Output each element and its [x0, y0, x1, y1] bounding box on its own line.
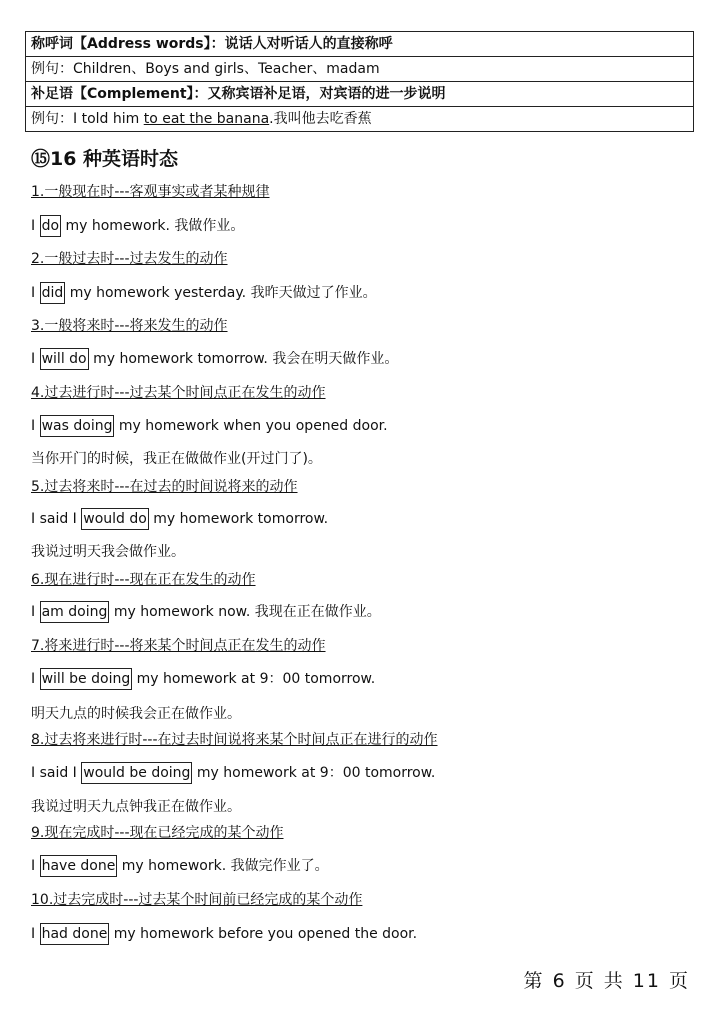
address-words-definition: 称呼词【Address words】：说话人对听话人的直接称呼 [26, 32, 693, 57]
tense-title: 10.过去完成时---过去某个时间前已经完成的某个动作 [31, 892, 363, 908]
complement-definition: 补足语【Complement】：又称宾语补足语，对宾语的进一步说明 [26, 82, 693, 107]
tense-example: I said I would be doing my homework at 9：00 tomorrow. [31, 762, 435, 784]
verb-box: do [40, 215, 61, 237]
tense-translation: 明天九点的时候我会正在做作业。 [31, 706, 241, 722]
tense-example: I will do my homework tomorrow. 我会在明天做作业。 [31, 348, 398, 370]
tense-example: I said I would do my homework tomorrow. [31, 508, 328, 530]
tense-title: 5.过去将来时---在过去的时间说将来的动作 [31, 479, 298, 495]
tense-example: I am doing my homework now. 我现在正在做作业。 [31, 601, 381, 623]
tense-example: I have done my homework. 我做完作业了。 [31, 855, 329, 877]
tense-title: 9.现在完成时---现在已经完成的某个动作 [31, 825, 284, 841]
address-words-example: 例句：Children、Boys and girls、Teacher、madam [26, 57, 693, 82]
verb-box: have done [40, 855, 118, 877]
tense-title: 6.现在进行时---现在正在发生的动作 [31, 572, 256, 588]
tense-title: 8.过去将来进行时---在过去时间说将来某个时间点正在进行的动作 [31, 732, 438, 748]
tense-example: I do my homework. 我做作业。 [31, 215, 244, 237]
section-heading: ⑮16 种英语时态 [31, 148, 179, 170]
tense-title: 7.将来进行时---将来某个时间点正在发生的动作 [31, 638, 326, 654]
tense-example: I had done my homework before you opened the door. [31, 923, 417, 945]
verb-box: will do [40, 348, 89, 370]
tense-title: 4.过去进行时---过去某个时间点正在发生的动作 [31, 385, 326, 401]
verb-box: did [40, 282, 66, 304]
tense-title: 2.一般过去时---过去发生的动作 [31, 251, 228, 267]
tense-example: I was doing my homework when you opened door. [31, 415, 388, 437]
tense-title: 1.一般现在时---客观事实或者某种规律 [31, 184, 270, 200]
tense-example: I did my homework yesterday. 我昨天做过了作业。 [31, 282, 377, 304]
page-number: 第 6 页 共 11 页 [523, 970, 690, 992]
verb-box: had done [40, 923, 110, 945]
verb-box: was doing [40, 415, 115, 437]
tense-title: 3.一般将来时---将来发生的动作 [31, 318, 228, 334]
verb-box: am doing [40, 601, 110, 623]
tense-translation: 我说过明天九点钟我正在做作业。 [31, 799, 241, 815]
tense-example: I will be doing my homework at 9：00 tomorrow. [31, 668, 375, 690]
complement-example: 例句：I told him to eat the banana.我叫他去吃香蕉 [31, 111, 372, 127]
verb-box: would be doing [81, 762, 192, 784]
tense-translation: 我说过明天我会做作业。 [31, 544, 185, 560]
verb-box: will be doing [40, 668, 133, 690]
tense-translation: 当你开门的时候，我正在做做作业(开过门了)。 [31, 451, 322, 467]
verb-box: would do [81, 508, 149, 530]
definition-table [25, 31, 694, 132]
